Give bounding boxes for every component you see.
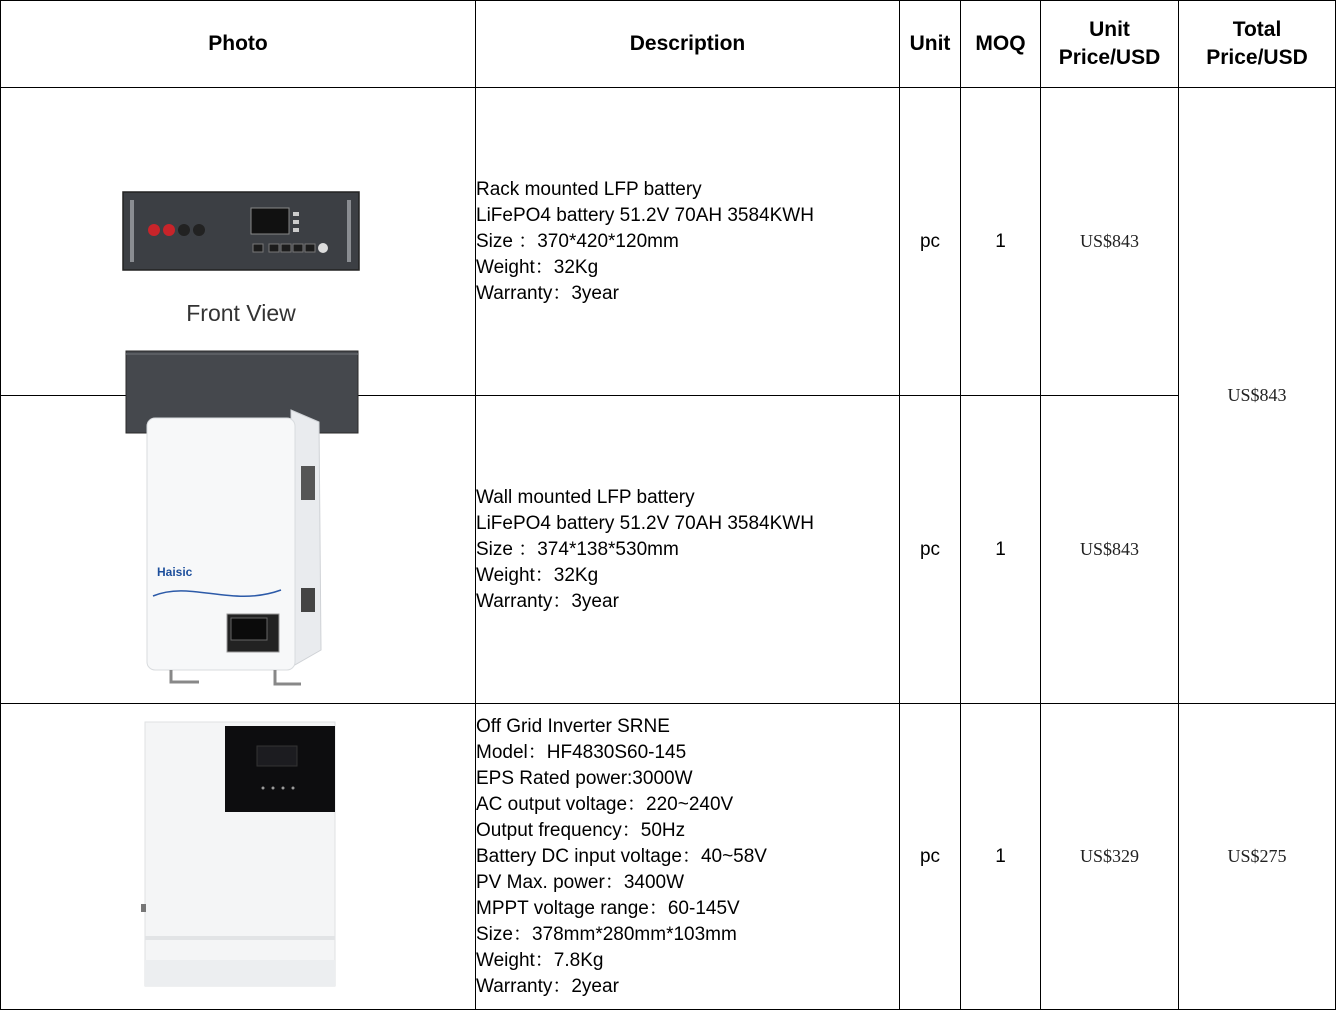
header-total-price: Total Price/USD [1179, 1, 1336, 88]
moq-cell: 1 [961, 88, 1041, 396]
description-cell: Off Grid Inverter SRNE Model：HF4830S60-145 EPS Rated power:3000W AC output voltage：220~240V Output frequency：50Hz Battery DC input voltage：40~58V PV Max. power：3400W MPPT voltage range：60-145V Size：378mm*280mm*103mm Weight：7.8Kg Warranty：2year [476, 704, 900, 1010]
front-view-caption: Front View [186, 300, 296, 326]
header-photo: Photo [1, 1, 476, 88]
photo-cell [1, 396, 476, 704]
header-unit-price: Unit Price/USD [1041, 1, 1179, 88]
photo-cell [1, 88, 476, 396]
table-row [1, 704, 1336, 1010]
photo-cell [1, 704, 476, 1010]
table-row [1, 88, 1336, 396]
header-description: Description [476, 1, 900, 88]
header-row [1, 1, 1336, 88]
description-cell: Rack mounted LFP battery LiFePO4 battery 51.2V 70AH 3584KWH Size ：370*420*120mm Weight：32Kg Warranty：3year [476, 88, 900, 396]
inverter-image [139, 720, 339, 988]
header-unit: Unit [900, 1, 961, 88]
unit-price-cell: US$843 [1041, 396, 1179, 704]
rack-battery-front-image [121, 190, 361, 272]
total-price-cell: US$843 [1179, 88, 1336, 704]
wall-battery-image [141, 404, 337, 694]
moq-cell: 1 [961, 704, 1041, 1010]
unit-cell: pc [900, 704, 961, 1010]
unit-cell: pc [900, 88, 961, 396]
unit-price-cell: US$329 [1041, 704, 1179, 1010]
unit-cell: pc [900, 396, 961, 704]
moq-cell: 1 [961, 396, 1041, 704]
brand-logo: Haisic [157, 565, 193, 579]
header-moq: MOQ [961, 1, 1041, 88]
description-cell: Wall mounted LFP battery LiFePO4 battery 51.2V 70AH 3584KWH Size ：374*138*530mm Weight：32Kg Warranty：3year [476, 396, 900, 704]
table-row [1, 396, 1336, 704]
unit-price-cell: US$843 [1041, 88, 1179, 396]
total-price-cell: US$275 [1179, 704, 1336, 1010]
